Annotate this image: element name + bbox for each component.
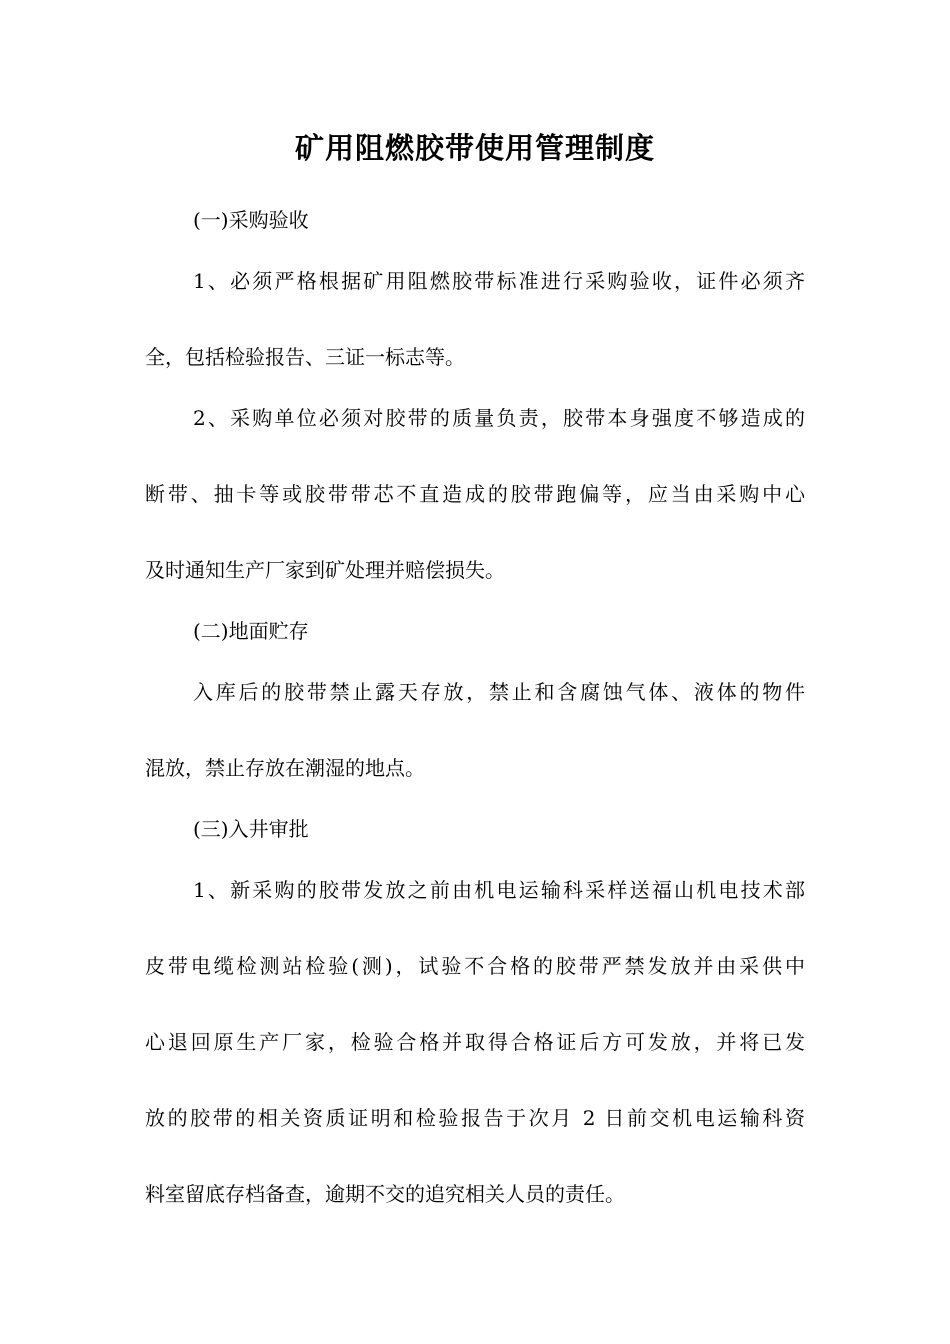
paragraph-line: 放的胶带的相关资质证明和检验报告于次月 2 日前交机电运输科资 — [145, 1106, 805, 1130]
paragraph-line: 断带、抽卡等或胶带带芯不直造成的胶带跑偏等，应当由采购中心 — [145, 482, 805, 506]
paragraph-line: 心退回原生产厂家，检验合格并取得合格证后方可发放，并将已发 — [145, 1030, 805, 1054]
paragraph-line: 皮带电缆检测站检验(测)，试验不合格的胶带严禁发放并由采供中 — [145, 954, 805, 978]
section-heading-procurement: (一)采购验收 — [193, 208, 309, 232]
paragraph-line: 2、采购单位必须对胶带的质量负责，胶带本身强度不够造成的 — [193, 406, 805, 430]
section-heading-approval: (三)入井审批 — [193, 817, 309, 841]
paragraph-line: 料室留底存档备查，逾期不交的追究相关人员的责任。 — [145, 1182, 625, 1206]
paragraph-line: 1、必须严格根据矿用阻燃胶带标准进行采购验收，证件必须齐 — [193, 269, 805, 293]
section-heading-storage: (二)地面贮存 — [193, 619, 309, 643]
paragraph-line: 混放，禁止存放在潮湿的地点。 — [145, 756, 425, 780]
paragraph-line: 及时通知生产厂家到矿处理并赔偿损失。 — [145, 558, 505, 582]
paragraph-line: 1、新采购的胶带发放之前由机电运输科采样送福山机电技术部 — [193, 878, 805, 902]
paragraph-line: 入库后的胶带禁止露天存放，禁止和含腐蚀气体、液体的物件 — [193, 680, 805, 704]
paragraph-line: 全，包括检验报告、三证一标志等。 — [145, 345, 465, 369]
document-title: 矿用阻燃胶带使用管理制度 — [294, 131, 655, 165]
